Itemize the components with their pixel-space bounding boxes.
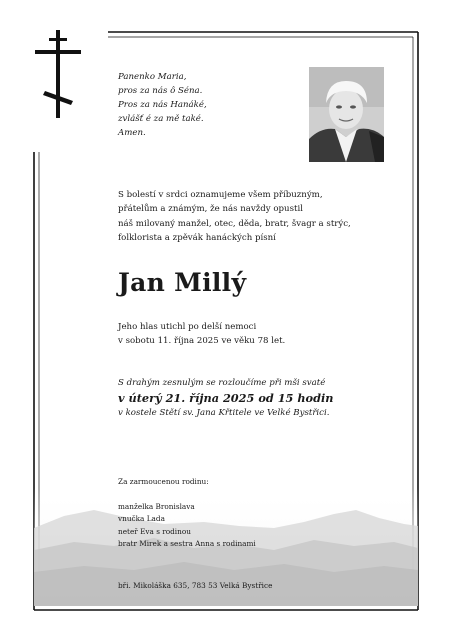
death-notice: [118, 320, 285, 349]
announcement-text: [118, 188, 351, 245]
mourner-item: neteř Eva s rodinou: [118, 526, 191, 536]
prayer-line: zvlášť é za mě také.: [118, 114, 204, 124]
family-address: bři. Mikoláška 635, 783 53 Velká Bystřice: [118, 581, 273, 590]
death-line: Jeho hlas utichl po delší nemoci: [118, 322, 257, 332]
prayer-line: Amen.: [118, 128, 146, 138]
mourners-heading: Za zarmoucenou rodinu:: [118, 477, 209, 486]
mourners-list: [118, 476, 256, 551]
announcement-line: S bolestí v srdci oznamujeme všem příbuzným,: [118, 190, 323, 200]
prayer-line: Pros za nás Hanáké,: [118, 100, 207, 110]
announcement-line: náš milovaný manžel, otec, děda, bratr, švagr a strýc,: [118, 218, 351, 229]
portrait-photo: [309, 67, 384, 162]
announcement-line: přátelům a známým, že nás navždy opustil: [118, 204, 303, 215]
prayer-line: pros za nás ô Séna.: [118, 86, 203, 96]
prayer-line: Panenko Maria,: [118, 72, 187, 82]
prayer-text: [118, 70, 207, 140]
mourner-item: bratr Mirek a sestra Anna s rodinami: [118, 539, 256, 549]
funeral-datetime: v úterý 21. října 2025 od 15 hodin: [118, 391, 334, 405]
funeral-intro: S drahým zesnulým se rozloučíme při mši svaté: [118, 378, 326, 388]
announcement-line: folklorista a zpěvák hanáckých písní: [118, 232, 276, 243]
funeral-info: [118, 376, 334, 420]
mourner-item: vnučka Lada: [118, 514, 165, 524]
mourner-item: manželka Bronislava: [118, 501, 195, 511]
deceased-name: Jan Millý: [118, 268, 247, 297]
orthodox-cross-icon: [34, 28, 82, 120]
funeral-location: v kostele Stětí sv. Jana Křtitele ve Velké Bystřici.: [118, 408, 330, 418]
death-line: v sobotu 11. října 2025 ve věku 78 let.: [118, 336, 286, 347]
